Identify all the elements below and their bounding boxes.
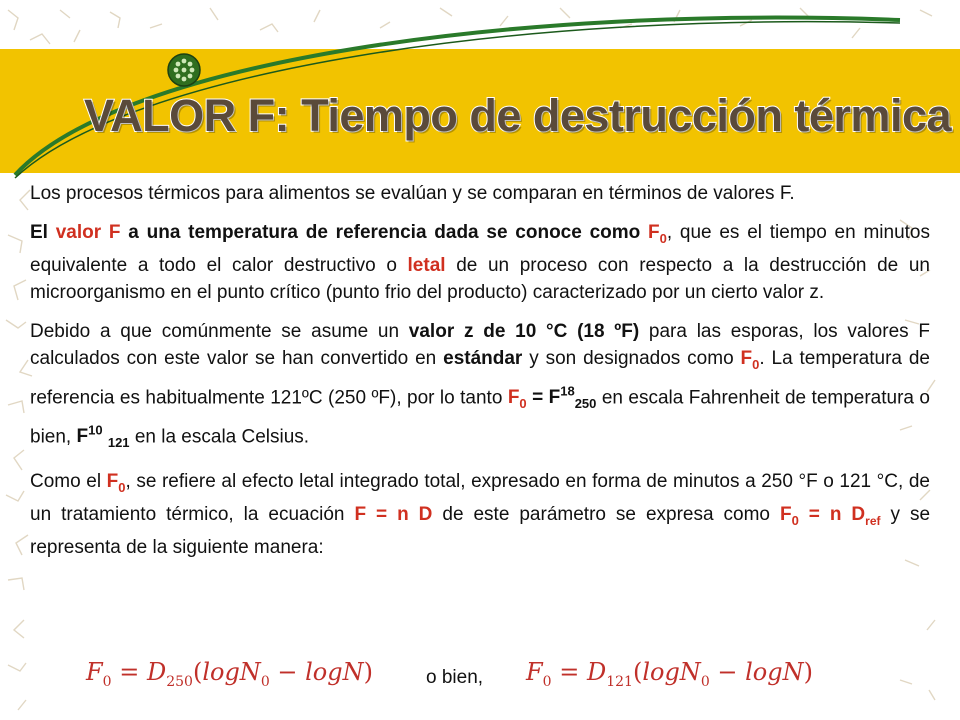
p4-text: , se refiere al efecto letal integrado total, expresado en forma de minutos a 250 °F o 121 °C, de un tratamiento térmico, la ecuación [30, 470, 930, 525]
p3-text: y son designados como [522, 347, 741, 369]
page-title: VALOR F: Tiempo de destrucción térmica [84, 90, 952, 141]
p3-f10-121: $F^{10}$ $_{121}$ [76, 422, 130, 450]
p3-bold-z: valor z de 10 °C (18 ºF) [408, 320, 640, 342]
p2-highlight-valor-f: valor F [55, 222, 121, 243]
paragraph-1: Los procesos térmicos para alimentos se evalúan y se comparan en términos de valores F. [30, 183, 795, 204]
p2-text: a una temperatura de referencia dada se conoce como [120, 222, 649, 243]
p3-text: en escala Fahrenheit de temperatura o bien, [30, 386, 930, 448]
p4-text: Como el [30, 470, 107, 492]
p2-highlight-letal: letal [407, 254, 446, 276]
paragraph-4 [30, 468, 930, 562]
p3-text: para las esporas, los valores F calculados con este valor se han convertido en [30, 320, 930, 369]
p2-f0: $F_0$ [648, 222, 667, 246]
p2-text: de un proceso con respecto a la destrucción de un microorganismo en el punto crítico (punto frio del producto) caracterizado por un cierto valor z. [30, 254, 930, 303]
p4-f0: $F_0$ [106, 470, 126, 495]
formula-fahrenheit: $F_0 = D_{250}(\log N_0 - \log N)$ [86, 658, 373, 690]
paragraph-2 [30, 219, 930, 306]
p4-f0-equation: $F_0 = n$ $D_{ref}$ [779, 503, 881, 528]
p4-text: y se representa de la siguiente manera: [30, 503, 931, 559]
p2-text: , que es el tiempo en minutos equivalente a todo el calor destructivo o [30, 222, 930, 276]
formula-row [0, 658, 960, 698]
p3-f0: $F_0$ [740, 347, 760, 372]
or-label: o bien, [426, 667, 484, 688]
green-dotted-circle-icon [167, 53, 201, 87]
p3-bold-estandar: estándar [443, 347, 523, 369]
p3-text: Debido a que comúnmente se asume un [30, 320, 409, 342]
p2-text: El [30, 222, 56, 243]
p4-equation: F = n D [354, 503, 433, 525]
paragraph-3 [30, 318, 930, 456]
body-text [30, 180, 930, 573]
formula-celsius: $F_0 = D_{121}(\log N_0 - \log N)$ [526, 658, 813, 690]
p3-text: en la escala Celsius. [129, 426, 310, 448]
p4-text: de este parámetro se expresa como [432, 503, 780, 525]
p3-text: . La temperatura de referencia es habitualmente 121ºC (250 ºF), por lo tanto [30, 347, 930, 408]
p3-f0-equals: $F_0 = F^{18}_{250}$ [507, 383, 597, 411]
